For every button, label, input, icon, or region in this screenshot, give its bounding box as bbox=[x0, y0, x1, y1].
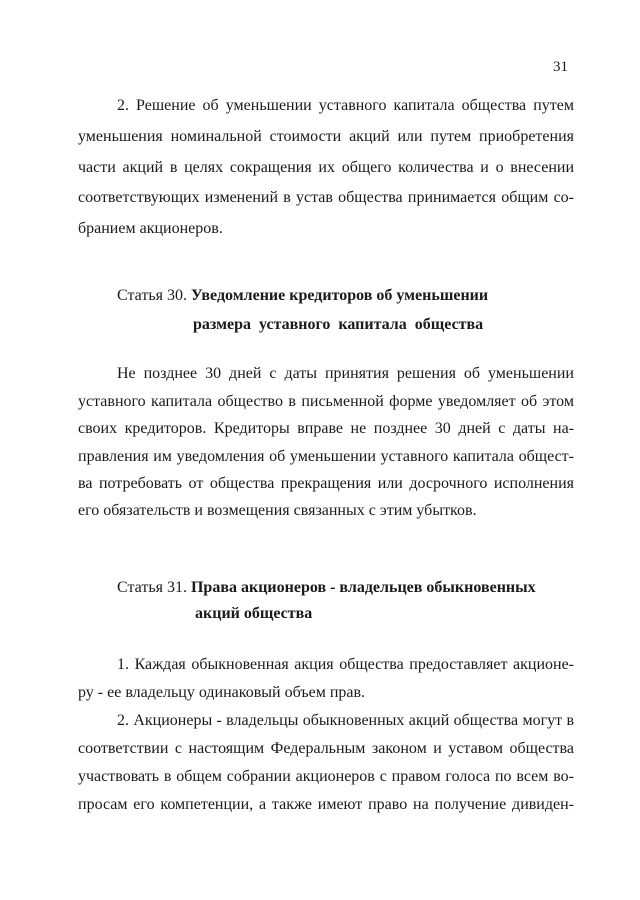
article-title: Уведомление кредиторов об уменьшении bbox=[190, 287, 489, 304]
article-heading-line bbox=[117, 578, 536, 598]
article-title: Права акционеров - владельцев обыкновенных bbox=[190, 579, 536, 596]
text-line: уставного капитала общество в письменной форме уведомляет об этом bbox=[78, 393, 574, 410]
text-line: части акций в целях сокращения их общего количества и о внесении bbox=[78, 159, 574, 176]
text-line: просам его компетенции, а также имеют право на получение дивиден- bbox=[78, 796, 574, 813]
text-line: бранием акционеров. bbox=[78, 220, 223, 237]
text-line: своих кредиторов. Кредиторы вправе не позднее 30 дней с даты на- bbox=[78, 420, 574, 437]
article-label: Статья 31. bbox=[117, 579, 187, 596]
text-line: Не позднее 30 дней с даты принятия решения об уменьшении bbox=[117, 365, 574, 382]
article-title-continuation: акций общества bbox=[195, 605, 313, 622]
text-line: ру - ее владельцу одинаковый объем прав. bbox=[78, 684, 366, 701]
page-number: 31 bbox=[553, 59, 568, 75]
text-line: соответствии с настоящим Федеральным законом и уставом общества bbox=[78, 740, 574, 757]
text-line: соответствующих изменений в устав общества принимается общим со- bbox=[78, 189, 574, 206]
article-heading-line bbox=[117, 286, 488, 306]
article-label: Статья 30. bbox=[117, 287, 187, 304]
text-line: ва потребовать от общества прекращения или досрочного исполнения bbox=[78, 475, 574, 492]
text-line: 2. Акционеры - владельцы обыкновенных акций общества могут в bbox=[117, 712, 574, 729]
text-line: его обязательств и возмещения связанных с этим убытков. bbox=[78, 502, 477, 519]
text-line: уменьшения номинальной стоимости акций или путем приобретения bbox=[78, 128, 574, 145]
text-line: участвовать в общем собрании акционеров с правом голоса по всем во- bbox=[78, 768, 574, 785]
text-line: 1. Каждая обыкновенная акция общества предоставляет акционе- bbox=[117, 656, 574, 673]
text-line: правления им уведомления об уменьшении уставного капитала общест- bbox=[78, 448, 574, 465]
text-line: 2. Решение об уменьшении уставного капитала общества путем bbox=[117, 97, 574, 114]
article-title-continuation: размера уставного капитала общества bbox=[193, 316, 484, 333]
